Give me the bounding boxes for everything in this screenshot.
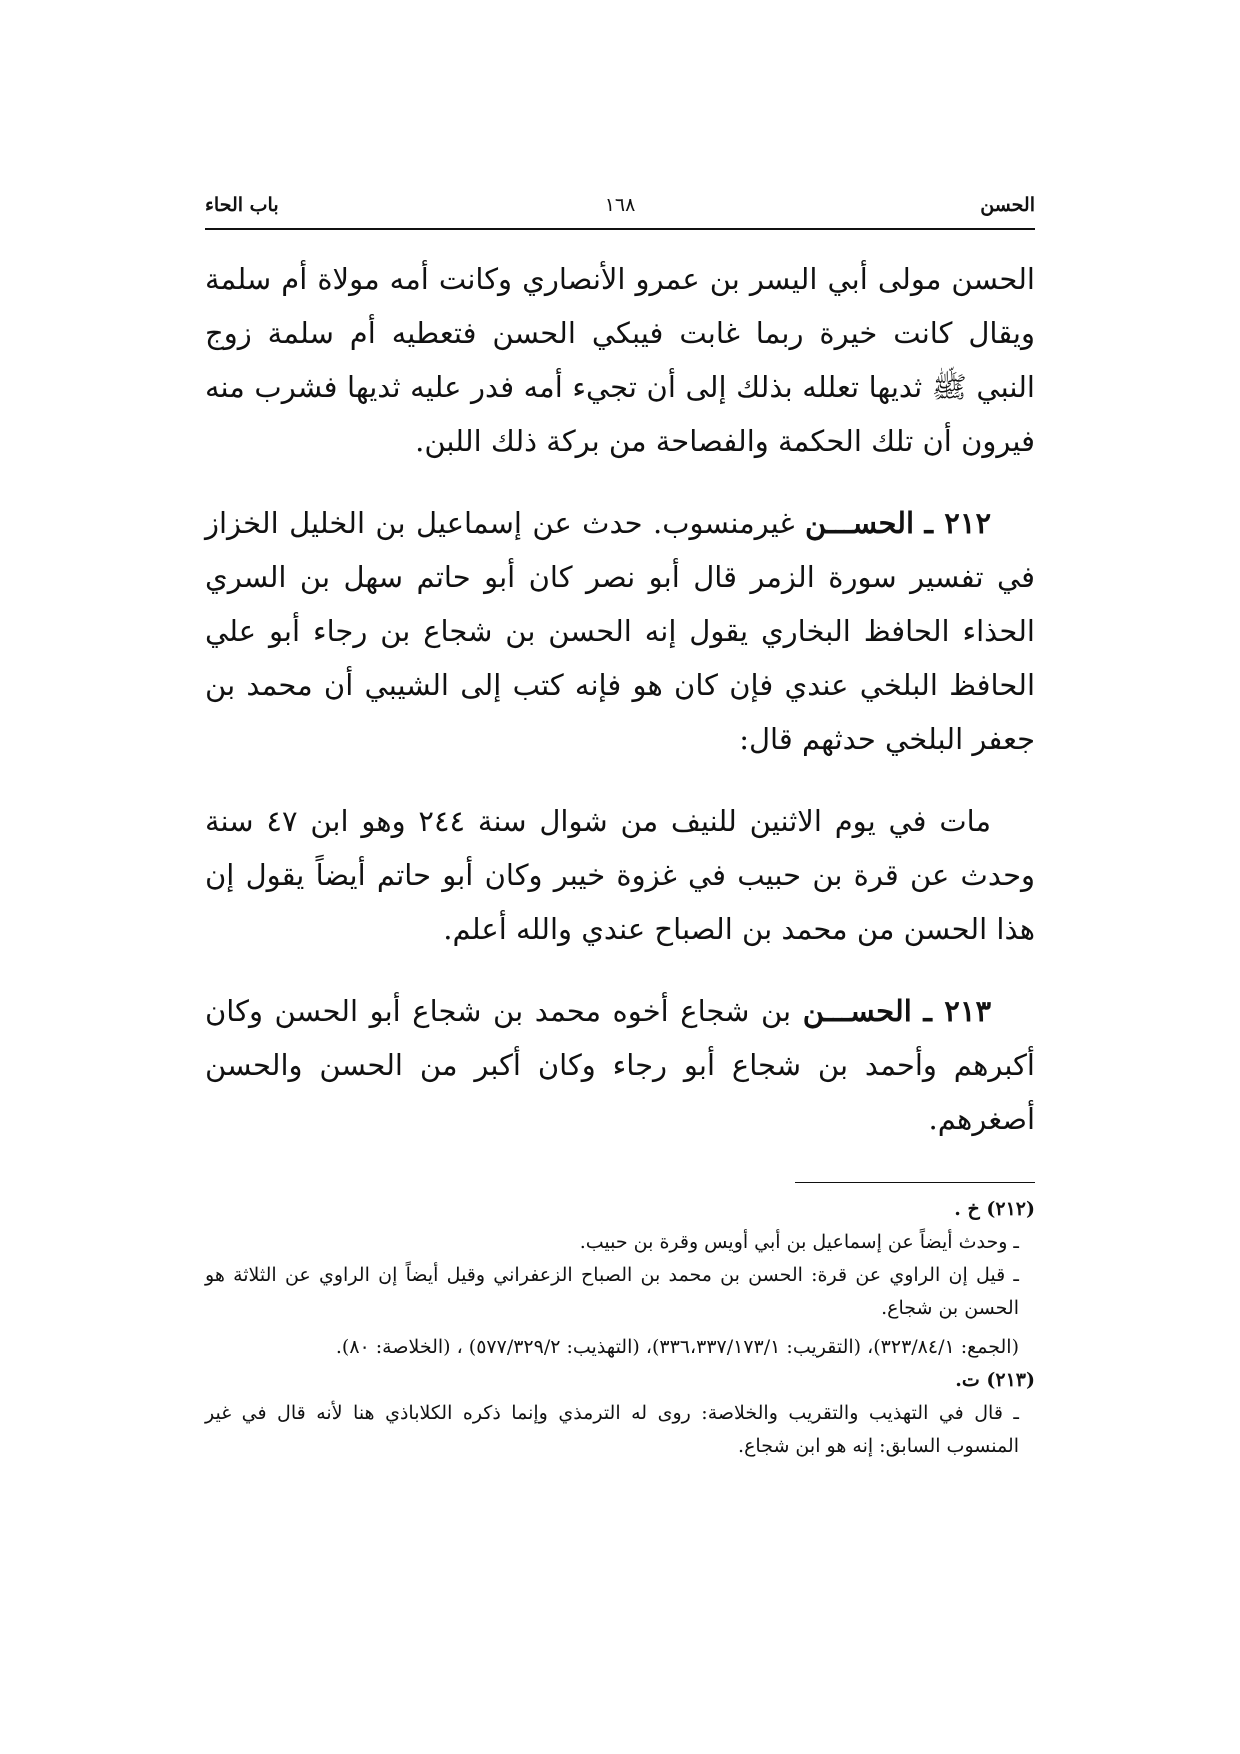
entry-text: غيرمنسوب. حدث عن إسماعيل بن الخليل الخزاز في تفسير سورة الزمر قال أبو نصر كان أبو حاتم سهل بن السري الحذاء الحافظ البخاري يقول إنه الحسن بن شجاع بن رجاء أبو علي الحافظ البلخي عندي فإن كان هو فإنه كتب إلى الشيبي أن محمد بن جعفر البلخي حدثهم قال: xyxy=(205,506,1035,756)
header-entry-name: الحسن xyxy=(980,194,1035,216)
entry-text: بن شجاع أخوه محمد بن شجاع أبو الحسن وكان أكبرهم وأحمد بن شجاع أبو رجاء وكان أكبر من الحسن والحسن أصغرهم. xyxy=(205,994,1035,1136)
footnote-213-note-a: ـ قال في التهذيب والتقريب والخلاصة: روى له الترمذي وإنما ذكره الكلاباذي هنا لأنه قال في غير المنسوب السابق: إنه هو ابن شجاع. xyxy=(205,1402,1019,1457)
footnote-212-note-a: ـ وحدث أيضاً عن إسماعيل بن أبي أويس وقرة بن حبيب. xyxy=(579,1231,1019,1253)
footnote-213-head: (٢١٣) ت. xyxy=(955,1369,1035,1391)
footnote-212-references: (الجمع: ٣٢٣/٨٤/١)، (التقريب: ٣٣٦،٣٣٧/١٧٣/١)، (التهذيب: ٥٧٧/٣٢٩/٢) ، (الخلاصة: ٨٠). xyxy=(335,1336,1019,1358)
paragraph-death-note: مات في يوم الاثنين للنيف من شوال سنة ٢٤٤ وهو ابن ٤٧ سنة وحدث عن قرة بن حبيب في غزوة خيبر وكان أبو حاتم أيضاً يقول إن هذا الحسن من محمد بن الصباح عندي والله أعلم. xyxy=(205,804,1035,946)
entry-213 xyxy=(205,984,1035,1146)
footnote-212-note-b: ـ قيل إن الراوي عن قرة: الحسن بن محمد بن الصباح الزعفراني وقيل أيضاً إن الراوي عن الثلاثة هو الحسن بن شجاع. xyxy=(205,1264,1019,1319)
entry-number: ٢١٢ ـ xyxy=(924,506,992,540)
entry-name: الحســـن xyxy=(805,506,915,540)
book-page xyxy=(205,190,1035,1640)
entry-212 xyxy=(205,496,1035,766)
entry-name: الحســـن xyxy=(802,994,912,1028)
header-chapter-title: باب الحاء xyxy=(205,194,279,216)
page-number: ١٦٨ xyxy=(604,194,636,216)
running-header xyxy=(205,190,1035,230)
footnote-divider xyxy=(795,1182,1035,1183)
paragraph-continuation: الحسن مولى أبي اليسر بن عمرو الأنصاري وكانت أمه مولاة أم سلمة ويقال كانت خيرة ربما غابت فيبكي الحسن فتعطيه أم سلمة زوج النبي ﷺ ثديها تعلله بذلك إلى أن تجيء أمه فدر عليه ثديها فشرب منه فيرون أن تلك الحكمة والفصاحة من بركة ذلك اللبن. xyxy=(205,262,1035,458)
main-text xyxy=(205,252,1035,1146)
footnotes xyxy=(205,1193,1035,1463)
footnote-212-head: (٢١٢) خ . xyxy=(954,1198,1035,1220)
entry-number: ٢١٣ ـ xyxy=(923,994,992,1028)
